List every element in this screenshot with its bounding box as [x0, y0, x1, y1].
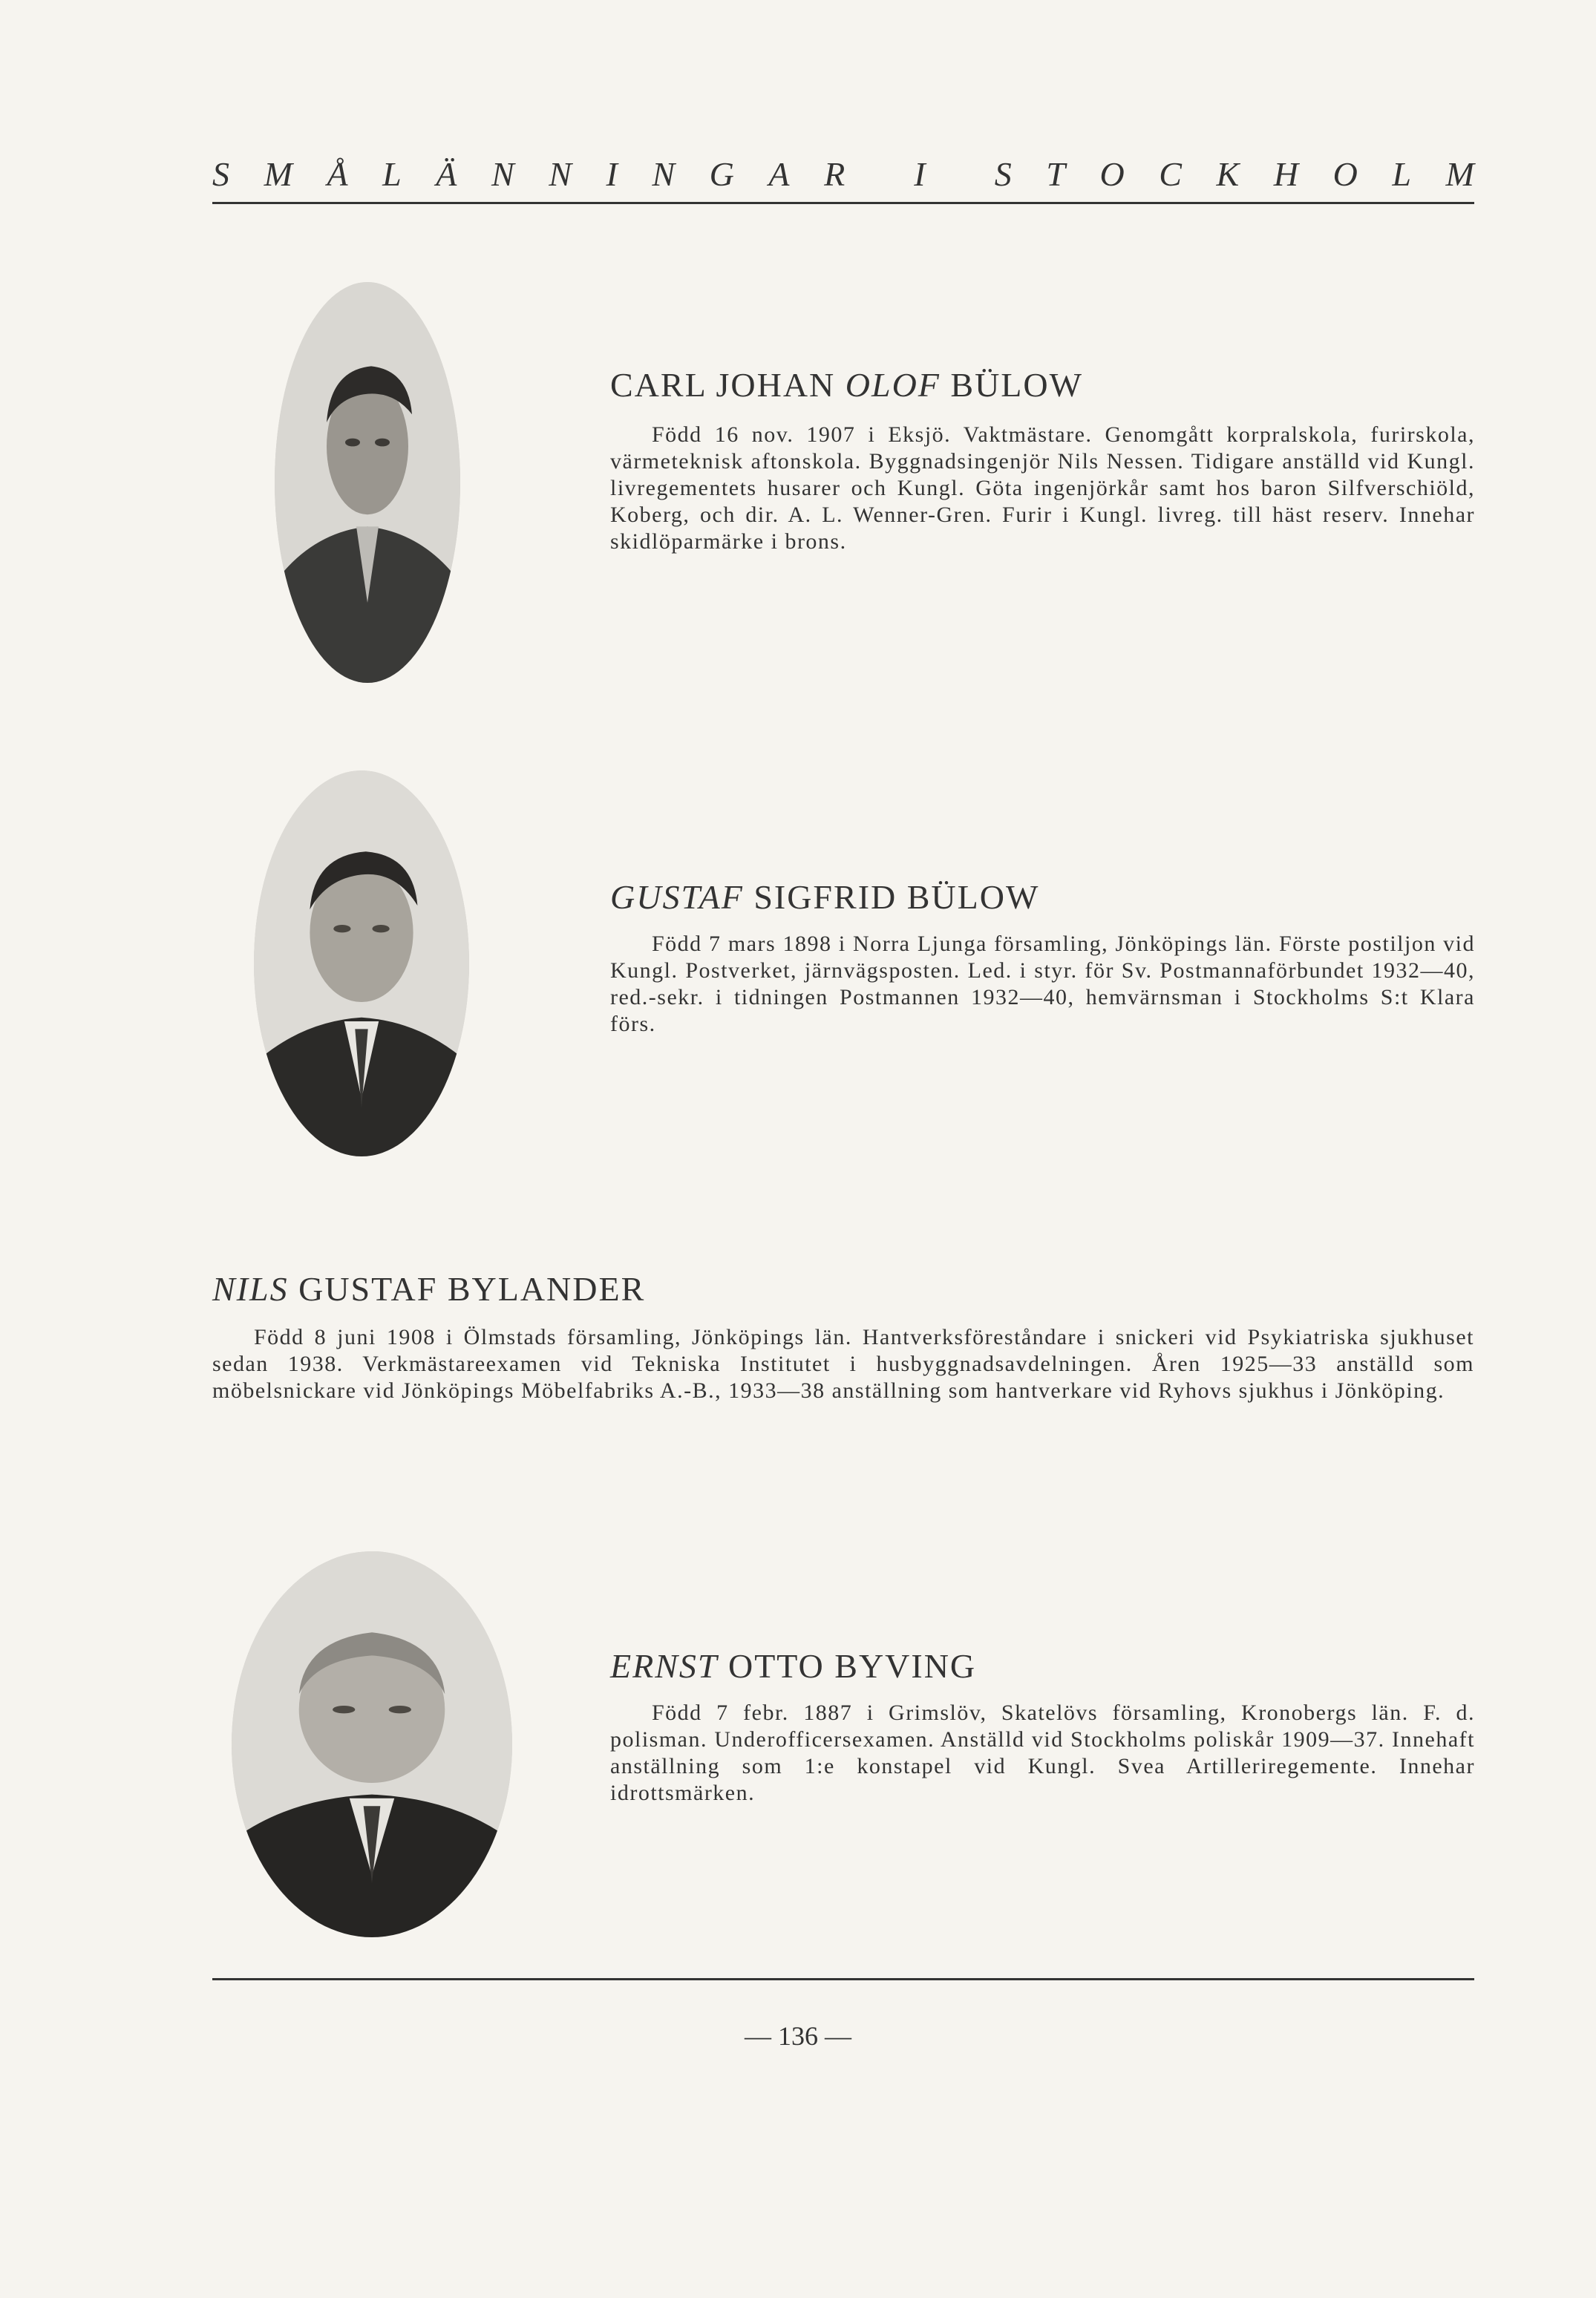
entry-name-rest: BÜLOW: [940, 366, 1084, 404]
page-number: — 136 —: [745, 2021, 851, 2051]
entry-name-given: NILS: [212, 1270, 289, 1308]
entry-name-first: CARL JOHAN: [610, 366, 846, 404]
running-head-letter: Å: [327, 155, 348, 193]
running-head-letter: I: [606, 155, 618, 193]
running-head-letter: G: [709, 155, 734, 193]
running-head-letter: O: [1099, 155, 1125, 193]
running-head-letter: L: [1392, 155, 1411, 193]
running-head-letter: C: [1159, 155, 1182, 193]
running-head-letter: L: [382, 155, 402, 193]
portrait-photo: [232, 1551, 512, 1937]
running-head-letter: H: [1273, 155, 1298, 193]
portrait-photo: [275, 282, 460, 683]
running-head-letter: I: [914, 155, 926, 193]
portrait-older-man-suit-icon: [232, 1551, 512, 1937]
entry-biography-text: Född 7 febr. 1887 i Grimslöv, Skatelövs församling, Kronobergs län. F. d. polisman. Underofficersexamen. Anställd vid Stockholms poliskår 1909—37. Innehaft anställning som 1:e konstapel vid Kungl. Svea Artilleriregemente. Innehar idrottsmärken.: [610, 1700, 1475, 1805]
entry-biography: [610, 931, 1475, 1038]
running-head: [212, 154, 1474, 194]
running-head-letter: M: [1445, 155, 1474, 193]
running-head-letter: S: [212, 155, 229, 193]
entry-name-rest: OTTO BYVING: [718, 1647, 977, 1685]
entry-name: [610, 1646, 976, 1686]
portrait-photo: [254, 770, 469, 1156]
running-head-letter: M: [264, 155, 292, 193]
running-head-letter: Ä: [436, 155, 457, 193]
entry-biography-text: Född 16 nov. 1907 i Eksjö. Vaktmästare. Genomgått korpralskola, furirskola, värmeteknisk aftonskola. Byggnadsingenjör Nils Nessen. Tidigare anställd vid Kungl. livregementets husarer och Kungl. Göta ingenjörkår samt hos baron Silfverschiöld, Koberg, och dir. A. L. Wenner-Gren. Furir i Kungl. livreg. till häst reserv. Innehar skidlöparmärke i brons.: [610, 422, 1475, 554]
running-head-letter: R: [824, 155, 846, 193]
portrait-man-suit-icon: [254, 770, 469, 1156]
entry-name: [610, 877, 1039, 917]
running-head-letter: S: [994, 155, 1012, 193]
running-head-letter: O: [1332, 155, 1358, 193]
entry-name-given: OLOF: [845, 366, 941, 404]
entry-biography-text: Född 8 juni 1908 i Ölmstads församling, Jönköpings län. Hantverksföreståndare i snickeri vid Psykiatriska sjukhuset sedan 1938. Verkmästareexamen vid Tekniska Institutet i husbyggnadsavdelningen. Åren 1925—33 anställd som möbelsnickare vid Jönköpings Möbelfabriks A.-B., 1933—38 anställning som hantverkare vid Ryhovs sjukhus i Jönköping.: [212, 1325, 1474, 1403]
entry-name: [610, 365, 1083, 405]
entry-biography-text: Född 7 mars 1898 i Norra Ljunga församling, Jönköpings län. Förste postiljon vid Kungl. Postverket, järnvägsposten. Led. i styr. för Sv. Postmannaförbundet 1932—40, red.-sekr. i tidningen Postmannen 1932—40, hemvärnsman i Stockholms S:t Klara förs.: [610, 932, 1475, 1036]
running-head-letter: K: [1216, 155, 1240, 193]
footer-rule: [212, 1978, 1474, 1980]
running-head-letter: N: [491, 155, 514, 193]
entry-name-rest: GUSTAF BYLANDER: [288, 1270, 646, 1308]
entry-biography: [212, 1324, 1474, 1404]
running-head-letter: A: [768, 155, 790, 193]
header-rule: [212, 202, 1474, 204]
portrait-man-uniform-icon: [275, 282, 460, 683]
entry-name: [212, 1269, 645, 1309]
running-head-letter: T: [1046, 155, 1065, 193]
entry-name-given: ERNST: [610, 1647, 719, 1685]
entry-biography: [610, 1700, 1475, 1807]
entry-name-rest: SIGFRID BÜLOW: [743, 878, 1040, 916]
running-head-letter: N: [549, 155, 572, 193]
running-head-letter: N: [652, 155, 676, 193]
entry-name-given: GUSTAF: [610, 878, 744, 916]
entry-biography: [610, 422, 1475, 555]
